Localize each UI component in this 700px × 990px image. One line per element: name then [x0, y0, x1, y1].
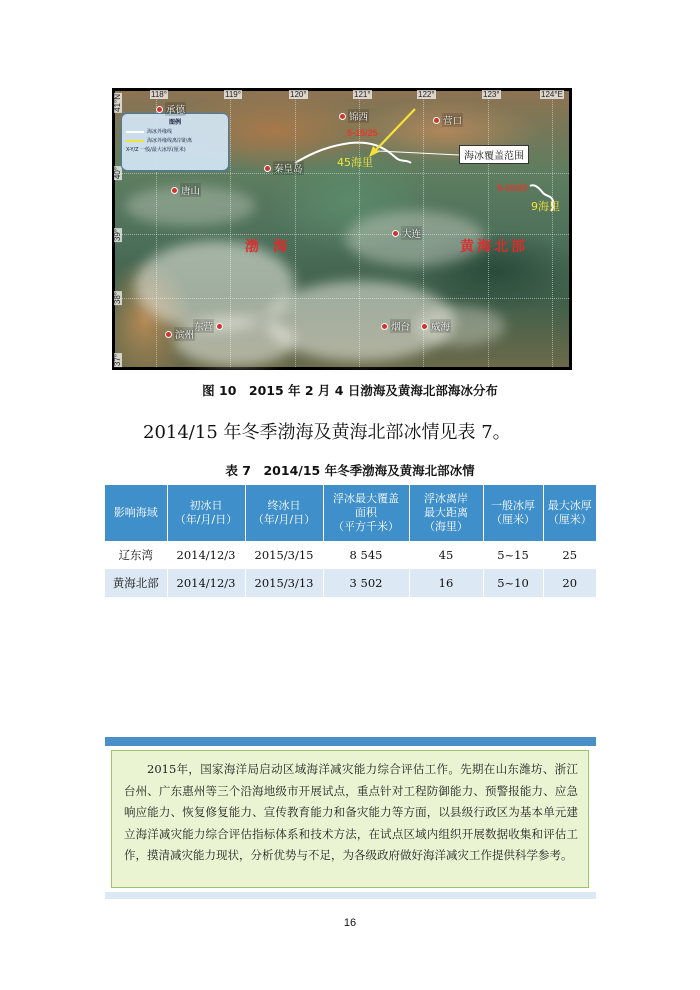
table-row — [105, 569, 596, 597]
sea-label-bohai: 渤海 — [245, 239, 301, 255]
city-marker: 营口 — [433, 113, 463, 127]
city-dot-icon — [156, 106, 163, 113]
city-dot-icon — [392, 230, 399, 237]
table-cell: 45 — [409, 541, 483, 569]
city-marker: 威海 — [421, 319, 451, 333]
yellow-sea-distance-label: 9海里 — [531, 200, 560, 213]
table-cell: 20 — [543, 569, 596, 597]
header-cell: 最大冰厚 （厘米） — [543, 485, 596, 541]
table-cell: 25 — [543, 541, 596, 569]
note-top-bar — [105, 737, 596, 746]
sea-label-yellow-sea: 黄海北部 — [460, 239, 528, 255]
white-line-swatch — [126, 131, 144, 133]
lat-tick: 41°N — [113, 94, 122, 112]
table-cell: 5~10 — [483, 569, 543, 597]
lon-tick: 120° — [290, 90, 307, 99]
page-number: 16 — [343, 917, 357, 929]
lat-tick: 40° — [113, 167, 122, 180]
table-cell: 5~15 — [483, 541, 543, 569]
city-marker: 滨州 — [165, 327, 195, 341]
liaodong-distance-label: 45海里 — [337, 156, 373, 169]
lat-tick: 38° — [113, 292, 122, 305]
lon-tick: 124°E — [541, 90, 563, 99]
table-cell: 2014/12/3 — [167, 541, 245, 569]
sea-ice-map — [112, 88, 572, 370]
lon-tick: 118° — [151, 90, 167, 99]
table-cell: 2014/12/3 — [167, 569, 245, 597]
header-cell: 终冰日 （年/月/日） — [245, 485, 323, 541]
header-cell: 一般冰厚 （厘米） — [483, 485, 543, 541]
table-cell: 2015/3/15 — [245, 541, 323, 569]
table-cell: 8 545 — [323, 541, 409, 569]
yellow-line-swatch — [126, 140, 144, 142]
legend-item — [122, 126, 228, 135]
table-cell: 2015/3/13 — [245, 569, 323, 597]
city-dot-icon — [216, 323, 223, 330]
coverage-label: 海冰覆盖范围 — [459, 145, 529, 164]
figure-caption: 图 10 2015 年 2 月 4 日渤海及黄海北部海冰分布 — [202, 383, 498, 398]
city-dot-icon — [421, 323, 428, 330]
table-cell: 16 — [409, 569, 483, 597]
city-dot-icon — [171, 187, 178, 194]
city-marker: 烟台 — [381, 319, 411, 333]
legend-label: 海冰外缘线 — [147, 129, 173, 135]
table-cell: 3 502 — [323, 569, 409, 597]
header-cell: 浮冰最大覆盖 面积 （平方千米） — [323, 485, 409, 541]
header-cell: 浮冰离岸 最大距离 （海里） — [409, 485, 483, 541]
lat-tick: 39° — [113, 229, 122, 242]
legend-item — [122, 135, 228, 144]
legend-title: 图例 — [168, 119, 181, 126]
distance-arrow — [373, 109, 415, 153]
city-marker: 锦西 — [339, 109, 369, 123]
satellite-image — [115, 91, 569, 367]
table-cell: 辽东湾 — [105, 541, 167, 569]
map-legend — [121, 113, 229, 171]
city-dot-icon — [339, 113, 346, 120]
city-marker: 大连 — [392, 226, 422, 240]
table-header-row — [105, 485, 596, 541]
body-paragraph: 2014/15 年冬季渤海及黄海北部冰情见表 7。 — [143, 422, 511, 443]
lon-tick: 119° — [225, 90, 241, 99]
header-cell: 初冰日 （年/月/日） — [167, 485, 245, 541]
city-dot-icon — [264, 165, 271, 172]
yellow-sea-thickness-label: 5-10/20 — [497, 183, 528, 193]
city-marker: 唐山 — [171, 183, 201, 197]
header-cell: 影响海域 — [105, 485, 167, 541]
lon-tick: 121° — [354, 90, 371, 99]
city-dot-icon — [433, 117, 440, 124]
city-dot-icon — [165, 331, 172, 338]
city-marker: 秦皇岛 — [264, 161, 304, 175]
legend-item — [122, 144, 228, 153]
table-row — [105, 541, 596, 569]
ice-conditions-table — [105, 485, 596, 597]
lat-tick: 37° — [113, 354, 122, 367]
note-bottom-bar — [105, 892, 596, 899]
city-marker: 承德 — [156, 102, 186, 116]
table-cell: 黄海北部 — [105, 569, 167, 597]
lon-tick: 123° — [483, 90, 500, 99]
liaodong-thickness-label: 5-15/25 — [347, 128, 378, 138]
legend-label: 海冰外缘线离岸距离 — [147, 138, 193, 144]
note-box: 2015年，国家海洋局启动区域海洋减灾能力综合评估工作。先期在山东潍坊、浙江台州、广东惠州等三个沿海地级市开展试点，重点针对工程防御能力、预警报能力、应急响应能力、恢复修复能力、宣传教育能力和备灾能力等方面，以县级行政区为基本单元建立海洋减灾能力综合评估指标体系和技术方法，在试点区域内组织开展数据收集和评估工作，摸清减灾能力现状，分析优势与不足，为各级政府做好海洋减灾工作提供科学参考。 — [111, 750, 589, 888]
legend-label: X-Y/Z 一般/最大冰厚(厘米) — [126, 147, 186, 153]
city-marker: 东营 — [193, 319, 223, 333]
table-caption: 表 7 2014/15 年冬季渤海及黄海北部冰情 — [225, 463, 475, 478]
lon-tick: 122° — [418, 90, 435, 99]
city-dot-icon — [381, 323, 388, 330]
